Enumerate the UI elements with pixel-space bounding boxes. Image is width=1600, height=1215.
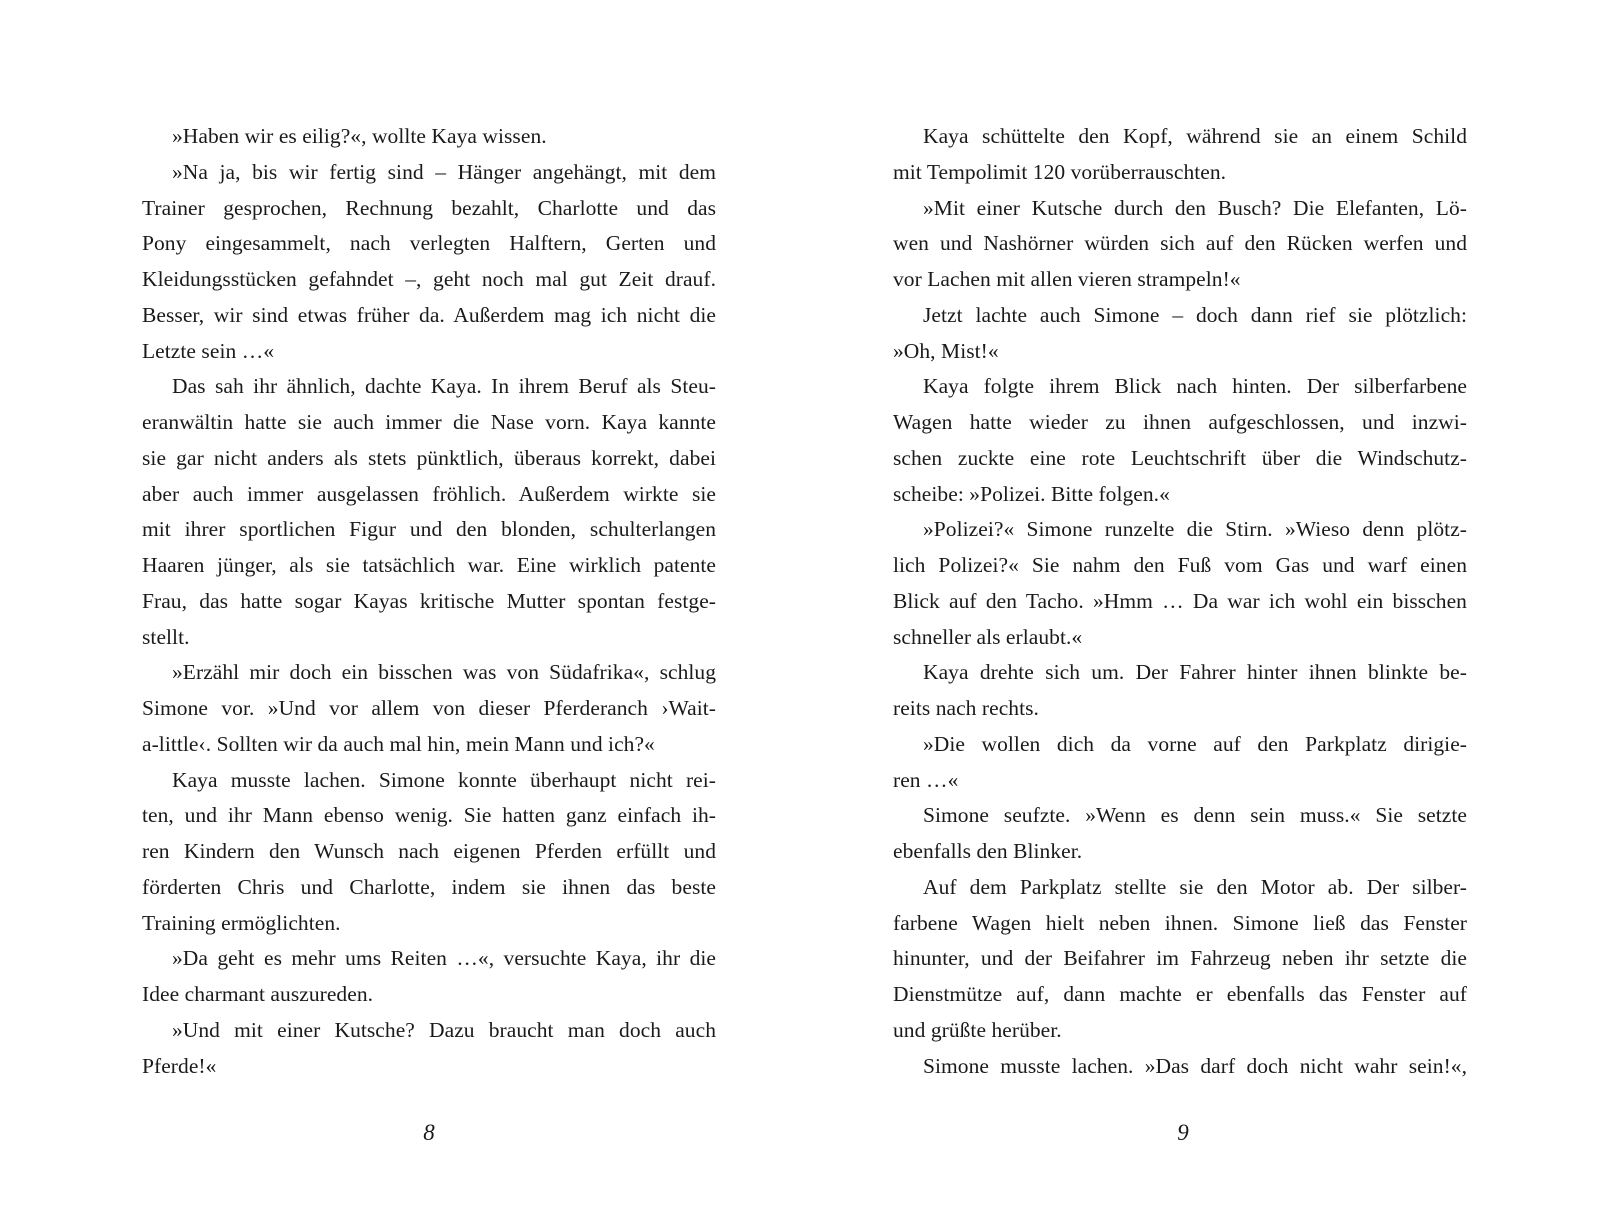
text-line: »Polizei?« Simone runzelte die Stirn. »Wieso denn plötz- (923, 517, 1467, 542)
left-page (142, 119, 716, 1084)
text-line: Kaya folgte ihrem Blick nach hinten. Der silberfarbene (923, 374, 1467, 399)
text-line: Kaya schüttelte den Kopf, während sie an einem Schild (923, 124, 1467, 148)
text-line: lich Polizei?« Sie nahm den Fuß vom Gas und warf einen (893, 553, 1467, 577)
text-line: »Mit einer Kutsche durch den Busch? Die Elefanten, Lö- (923, 195, 1467, 220)
right-page (893, 119, 1467, 1084)
text-line: »Da geht es mehr ums Reiten …«, versuchte Kaya, ihr die (172, 946, 716, 971)
text-line: ren …« (893, 767, 959, 792)
text-line: ren Kindern den Wunsch nach eigenen Pferden erfüllt und (142, 839, 716, 863)
text-line: mit ihrer sportlichen Figur und den blonden, schulterlangen (142, 517, 716, 542)
text-line: Pony eingesammelt, nach verlegten Halftern, Gerten und (142, 231, 716, 256)
text-line: eranwältin hatte sie auch immer die Nase vorn. Kaya kannte (142, 410, 716, 434)
text-line: Kaya musste lachen. Simone konnte überhaupt nicht rei- (172, 767, 716, 792)
text-line: Haaren jünger, als sie tatsächlich war. Eine wirklich patente (142, 553, 716, 577)
text-line: Simone vor. »Und vor allem von dieser Pferderanch ›Wait- (142, 696, 716, 720)
text-line: »Erzähl mir doch ein bisschen was von Südafrika«, schlug (172, 660, 716, 685)
text-line: Besser, wir sind etwas früher da. Außerdem mag ich nicht die (142, 302, 716, 327)
text-line: Trainer gesprochen, Rechnung bezahlt, Charlotte und das (142, 195, 716, 220)
page-number-right: 9 (1177, 1120, 1189, 1145)
text-line: Idee charmant auszureden. (142, 982, 374, 1006)
text-line: »Oh, Mist!« (893, 338, 999, 363)
text-line: Kleidungsstücken gefahndet –, geht noch mal gut Zeit drauf. (142, 267, 716, 291)
text-line: »Und mit einer Kutsche? Dazu braucht man doch auch (172, 1017, 716, 1042)
text-line: förderten Chris und Charlotte, indem sie ihnen das beste (142, 874, 716, 899)
text-line: schen zuckte eine rote Leuchtschrift über die Windschutz- (893, 445, 1467, 470)
text-line: reits nach rechts. (893, 696, 1039, 720)
page-number-left: 8 (423, 1120, 435, 1145)
text-line: »Na ja, bis wir fertig sind – Hänger angehängt, mit dem (172, 159, 716, 184)
text-line: a-little‹. Sollten wir da auch mal hin, mein Mann und ich?« (142, 731, 655, 756)
text-line: stellt. (142, 624, 190, 649)
text-line: schneller als erlaubt.« (893, 624, 1083, 649)
text-line: hinunter, und der Beifahrer im Fahrzeug neben ihr setzte die (893, 946, 1467, 971)
text-line: und grüßte herüber. (893, 1017, 1062, 1042)
text-line: farbene Wagen hielt neben ihnen. Simone ließ das Fenster (893, 910, 1467, 935)
text-line: Jetzt lachte auch Simone – doch dann rief sie plötzlich: (923, 302, 1467, 327)
text-line: Kaya drehte sich um. Der Fahrer hinter ihnen blinkte be- (923, 660, 1467, 685)
text-line: ebenfalls den Blinker. (893, 839, 1083, 863)
text-line: aber auch immer ausgelassen fröhlich. Außerdem wirkte sie (142, 481, 716, 506)
text-line: wen und Nashörner würden sich auf den Rücken werfen und (893, 231, 1467, 256)
text-line: Simone seufzte. »Wenn es denn sein muss.« Sie setzte (923, 803, 1467, 828)
text-line: sie gar nicht anders als stets pünktlich, überaus korrekt, dabei (142, 445, 716, 470)
text-line: Training ermöglichten. (142, 910, 341, 935)
text-line: Blick auf den Tacho. »Hmm … Da war ich wohl ein bisschen (893, 588, 1467, 613)
text-line: mit Tempolimit 120 vorüberrauschten. (893, 159, 1227, 184)
text-line: Das sah ihr ähnlich, dachte Kaya. In ihrem Beruf als Steu- (172, 374, 716, 399)
text-line: Frau, das hatte sogar Kayas kritische Mutter spontan festge- (142, 588, 716, 613)
text-line: Dienstmütze auf, dann machte er ebenfalls das Fenster auf (893, 982, 1467, 1006)
text-line: scheibe: »Polizei. Bitte folgen.« (893, 481, 1170, 506)
text-line: Letzte sein …« (142, 338, 275, 363)
text-line: Simone musste lachen. »Das darf doch nicht wahr sein!«, (923, 1053, 1467, 1078)
text-line: Auf dem Parkplatz stellte sie den Motor ab. Der silber- (923, 874, 1467, 899)
text-line: vor Lachen mit allen vieren strampeln!« (893, 267, 1241, 291)
text-line: »Die wollen dich da vorne auf den Parkplatz dirigie- (923, 731, 1467, 756)
text-line: Pferde!« (142, 1053, 217, 1078)
text-line: ten, und ihr Mann ebenso wenig. Sie hatten ganz einfach ih- (142, 803, 716, 828)
text-line: Wagen hatte wieder zu ihnen aufgeschlossen, und inzwi- (893, 410, 1467, 434)
text-line: »Haben wir es eilig?«, wollte Kaya wissen. (172, 124, 547, 148)
